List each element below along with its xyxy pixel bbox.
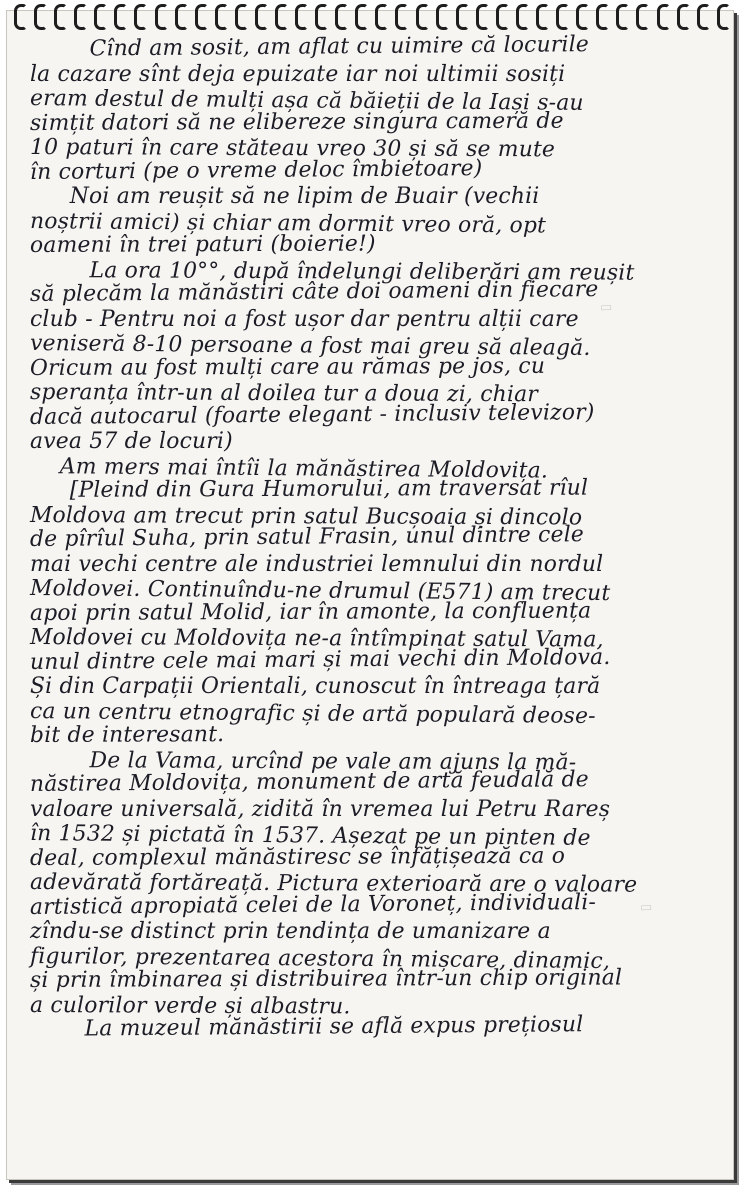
spiral-ring xyxy=(516,4,529,30)
spiral-ring xyxy=(436,4,449,30)
show-through-mark: ▭ xyxy=(639,899,653,916)
text-line: avea 57 de locuri) xyxy=(30,429,233,454)
text-line: oameni în trei paturi (boierie!) xyxy=(29,231,376,258)
spiral-ring xyxy=(94,4,107,30)
spiral-ring xyxy=(34,4,47,30)
text-line: și prin îmbinarea și distribuirea într-un chip original xyxy=(29,965,623,993)
text-line: adevărată fortăreață. Pictura exterioară are o valoare xyxy=(29,870,638,898)
spiral-ring xyxy=(275,4,288,30)
text-line: Cînd am sosit, am aflat cu uimire că locurile xyxy=(89,32,590,62)
spiral-ring xyxy=(54,4,67,30)
text-line: zîndu-se distinct prin tendința de umanizare a xyxy=(30,919,551,944)
spiral-ring xyxy=(255,4,268,30)
spiral-ring xyxy=(175,4,188,30)
text-line: simțit datori să ne elibereze singura cameră de xyxy=(29,108,564,136)
spiral-ring xyxy=(74,4,87,30)
spiral-ring xyxy=(596,4,609,30)
spiral-ring xyxy=(134,4,147,30)
spiral-ring xyxy=(636,4,649,30)
text-line: Noi am reușit să ne lipim de Buair (vechii xyxy=(69,184,540,209)
text-line: speranța într-un al doilea tur a doua zi, chiar xyxy=(29,380,539,408)
spiral-ring xyxy=(375,4,388,30)
spiral-ring xyxy=(215,4,228,30)
spiral-ring xyxy=(195,4,208,30)
text-line: unul dintre cele mai mari și mai vechi din Moldova. xyxy=(29,644,611,675)
spiral-ring xyxy=(556,4,569,30)
spiral-ring xyxy=(14,4,27,30)
show-through-mark: ▭ xyxy=(599,299,613,316)
spiral-ring xyxy=(657,4,670,30)
text-line: în corturi (pe o vreme deloc îmbietoare) xyxy=(29,155,483,185)
spiral-ring xyxy=(677,4,690,30)
text-line: apoi prin satul Molid, iar în amonte, la confluența xyxy=(29,598,592,626)
text-line: club - Pentru noi a fost ușor dar pentru alții care xyxy=(30,306,579,332)
text-line: Și din Carpații Orientali, cunoscut în întreaga țară xyxy=(30,674,601,699)
text-line: eram destul de mulți așa că băieții de la Iași s-au xyxy=(29,86,584,116)
text-line: în 1532 și pictată în 1537. Așezat pe un pinten de xyxy=(29,821,591,851)
spiral-binding xyxy=(14,0,730,36)
text-line: dacă autocarul (foarte elegant - inclusiv televizor) xyxy=(29,399,595,430)
text-line: Am mers mai întîi la mănăstirea Moldovița. xyxy=(59,453,549,484)
text-line: la cazare sînt deja epuizate iar noi ultimii sosiți xyxy=(30,61,566,87)
spiral-ring xyxy=(295,4,308,30)
text-line: 10 paturi în care stăteau vreo 30 și să se mute xyxy=(29,135,556,163)
text-line: Moldovei. Continuîndu-ne drumul (E571) am trecut xyxy=(29,576,611,607)
text-line: de pîrîul Suha, prin satul Frasin, unul dintre cele xyxy=(29,522,585,552)
spiral-ring xyxy=(355,4,368,30)
text-line: mai vechi centre ale industriei lemnului din nordul xyxy=(30,551,604,577)
spiral-ring xyxy=(717,4,730,30)
text-line: a culorilor verde și albastru. xyxy=(29,992,351,1019)
text-line: să plecăm la mănăstiri câte doi oameni din fiecare xyxy=(29,277,599,307)
text-line: Oricum au fost mulți care au rămas pe jos, cu xyxy=(29,353,546,381)
text-line: năstirea Moldovița, monument de artă feudală de xyxy=(29,767,589,797)
text-line: deal, complexul mănăstiresc se înfățișează ca o xyxy=(29,843,566,871)
spiral-ring xyxy=(576,4,589,30)
spiral-ring xyxy=(315,4,328,30)
spiral-ring xyxy=(155,4,168,30)
spiral-ring xyxy=(697,4,710,30)
text-line: figurilor, prezentarea acestora în mișcare, dinamic, xyxy=(29,943,611,974)
text-line: artistică apropiată celei de la Voroneț, individuali- xyxy=(29,889,597,920)
spiral-ring xyxy=(476,4,489,30)
spiral-ring xyxy=(496,4,509,30)
text-line: bit de interesant. xyxy=(29,722,225,748)
spiral-ring xyxy=(235,4,248,30)
text-line: Moldova am trecut prin satul Bucșoaia și dincolo xyxy=(29,502,583,530)
text-line: De la Vama, urcînd pe vale am ajuns la mă- xyxy=(89,747,577,775)
text-line: valoare universală, zidită în vremea lui Petru Rareș xyxy=(30,796,611,822)
text-line: ca un centru etnografic și de artă populară deose- xyxy=(29,698,596,729)
spiral-ring xyxy=(536,4,549,30)
spiral-ring xyxy=(395,4,408,30)
handwritten-text xyxy=(29,32,725,1043)
spiral-ring xyxy=(114,4,127,30)
spiral-ring xyxy=(335,4,348,30)
spiral-ring xyxy=(456,4,469,30)
text-line: noștrii amici) și chiar am dormit vreo oră, opt xyxy=(29,208,547,239)
text-line: La muzeul mănăstirii se află expus prețiosul xyxy=(84,1012,584,1042)
spiral-ring xyxy=(416,4,429,30)
text-line: La ora 10°°, după îndelungi deliberări am reușit xyxy=(89,257,635,286)
text-line: [Pleind din Gura Humorului, am traversat rîul xyxy=(69,475,589,503)
text-line: veniseră 8-10 persoane a fost mai greu să aleagă. xyxy=(29,331,591,361)
text-line: Moldovei cu Moldovița ne-a întîmpinat satul Vama, xyxy=(29,625,604,653)
spiral-ring xyxy=(616,4,629,30)
